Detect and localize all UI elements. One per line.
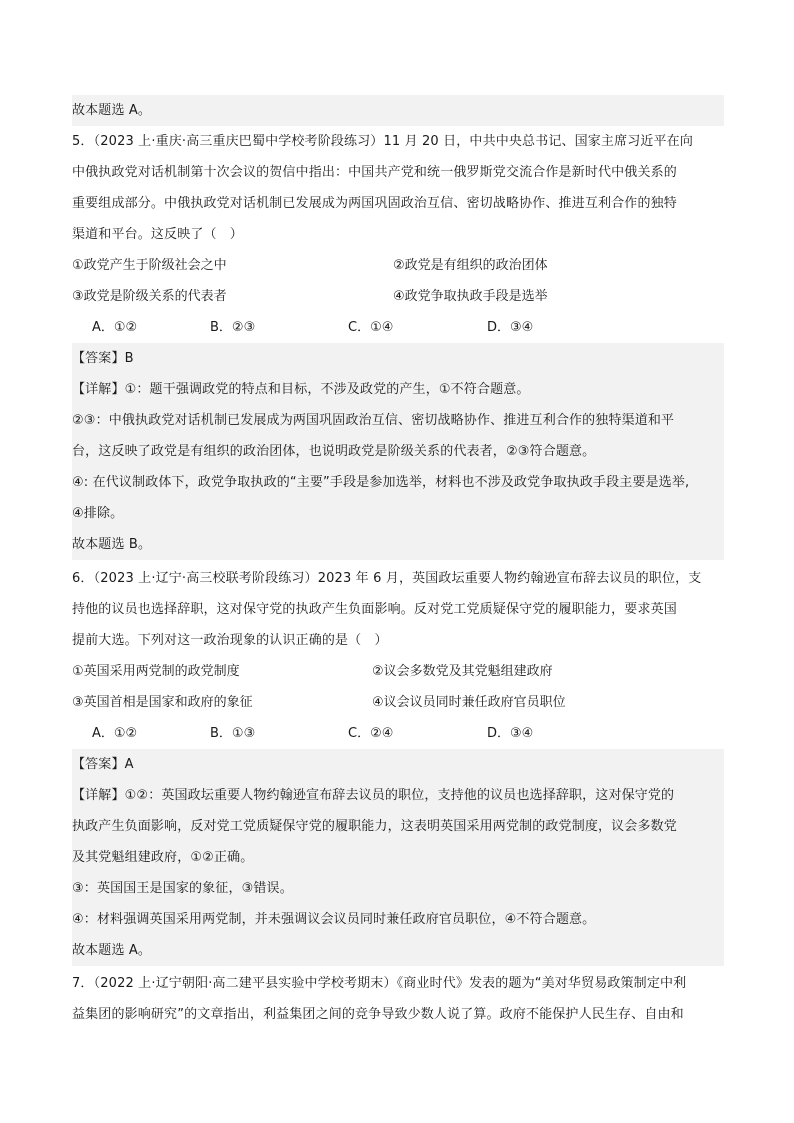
answer-line: 故本题选 A。 bbox=[72, 95, 724, 126]
